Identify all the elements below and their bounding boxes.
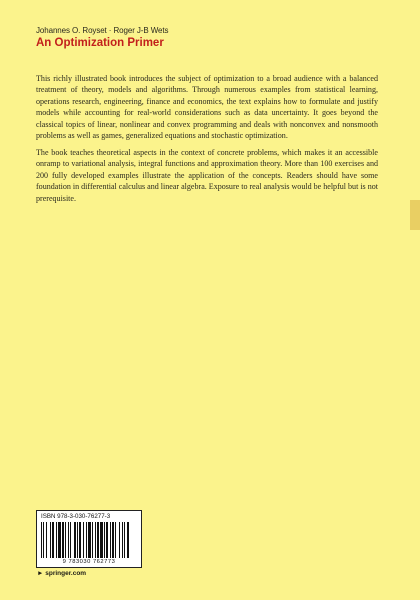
barcode-bar	[106, 522, 108, 558]
barcode-bar	[97, 522, 99, 558]
barcode-bar	[119, 522, 120, 558]
barcode-bar	[83, 522, 84, 558]
barcode-bar	[56, 522, 57, 558]
barcode-bar	[68, 522, 69, 558]
barcode-bar	[124, 522, 125, 558]
barcode-bar	[70, 522, 71, 558]
book-title: An Optimization Primer	[36, 37, 164, 49]
barcode-bar	[52, 522, 54, 558]
barcode-number: 9 783030 762773	[62, 559, 116, 565]
publisher-url: springer.com	[45, 570, 87, 577]
barcode-bar	[115, 522, 116, 558]
barcode-bar	[104, 522, 105, 558]
blurb	[36, 73, 378, 209]
barcode-bar	[122, 522, 123, 558]
barcode-bar	[58, 522, 61, 558]
blurb-paragraph-2: The book teaches theoretical aspects in the context of concrete problems, which makes it an accessible onramp to variational analysis, integral functions and approximation theory. More than 100 exercises and 200 fully developed examples illustrate the application of the concepts. Readers should have some foundation in differential calculus and linear algebra. Exposure to real analysis would be helpful but is not prerequisite.	[36, 147, 378, 203]
arrow-icon: ►	[37, 570, 44, 577]
barcode-bar	[88, 522, 91, 558]
barcode-bar	[46, 522, 47, 558]
blurb-paragraph-1: This richly illustrated book introduces the subject of optimization to a broad audience with a balanced treatment of theory, models and algorithms. Through numerous examples from statistical learning, operations research, engineering, finance and economics, the text explains how to formulate and justify models while accounting for real-world considerations such as data uncertainty. It goes beyond the classical topics of linear, nonlinear and convex programming and deals with nonconvex and nonsmooth problems as well as games, generalized equations and stochastic optimization.	[36, 74, 378, 141]
barcode-bar	[79, 522, 81, 558]
barcode-bar	[127, 522, 129, 558]
barcode-bar	[100, 522, 103, 558]
barcode-bar	[95, 522, 96, 558]
barcode-bar	[86, 522, 87, 558]
barcode-bar	[65, 522, 66, 558]
publisher	[37, 570, 86, 577]
barcode	[41, 522, 137, 558]
barcode-bar	[74, 522, 76, 558]
barcode-bar	[50, 522, 51, 558]
authors: Johannes O. Royset · Roger J-B Wets	[36, 26, 169, 35]
barcode-bar	[43, 522, 44, 558]
side-tab	[410, 200, 420, 230]
isbn: ISBN 978-3-030-76277-3	[41, 513, 111, 520]
barcode-bar	[77, 522, 78, 558]
barcode-bar	[112, 522, 114, 558]
barcode-box	[36, 510, 142, 568]
barcode-bar	[110, 522, 111, 558]
barcode-bar	[92, 522, 93, 558]
barcode-bar	[41, 522, 42, 558]
barcode-bar	[62, 522, 64, 558]
